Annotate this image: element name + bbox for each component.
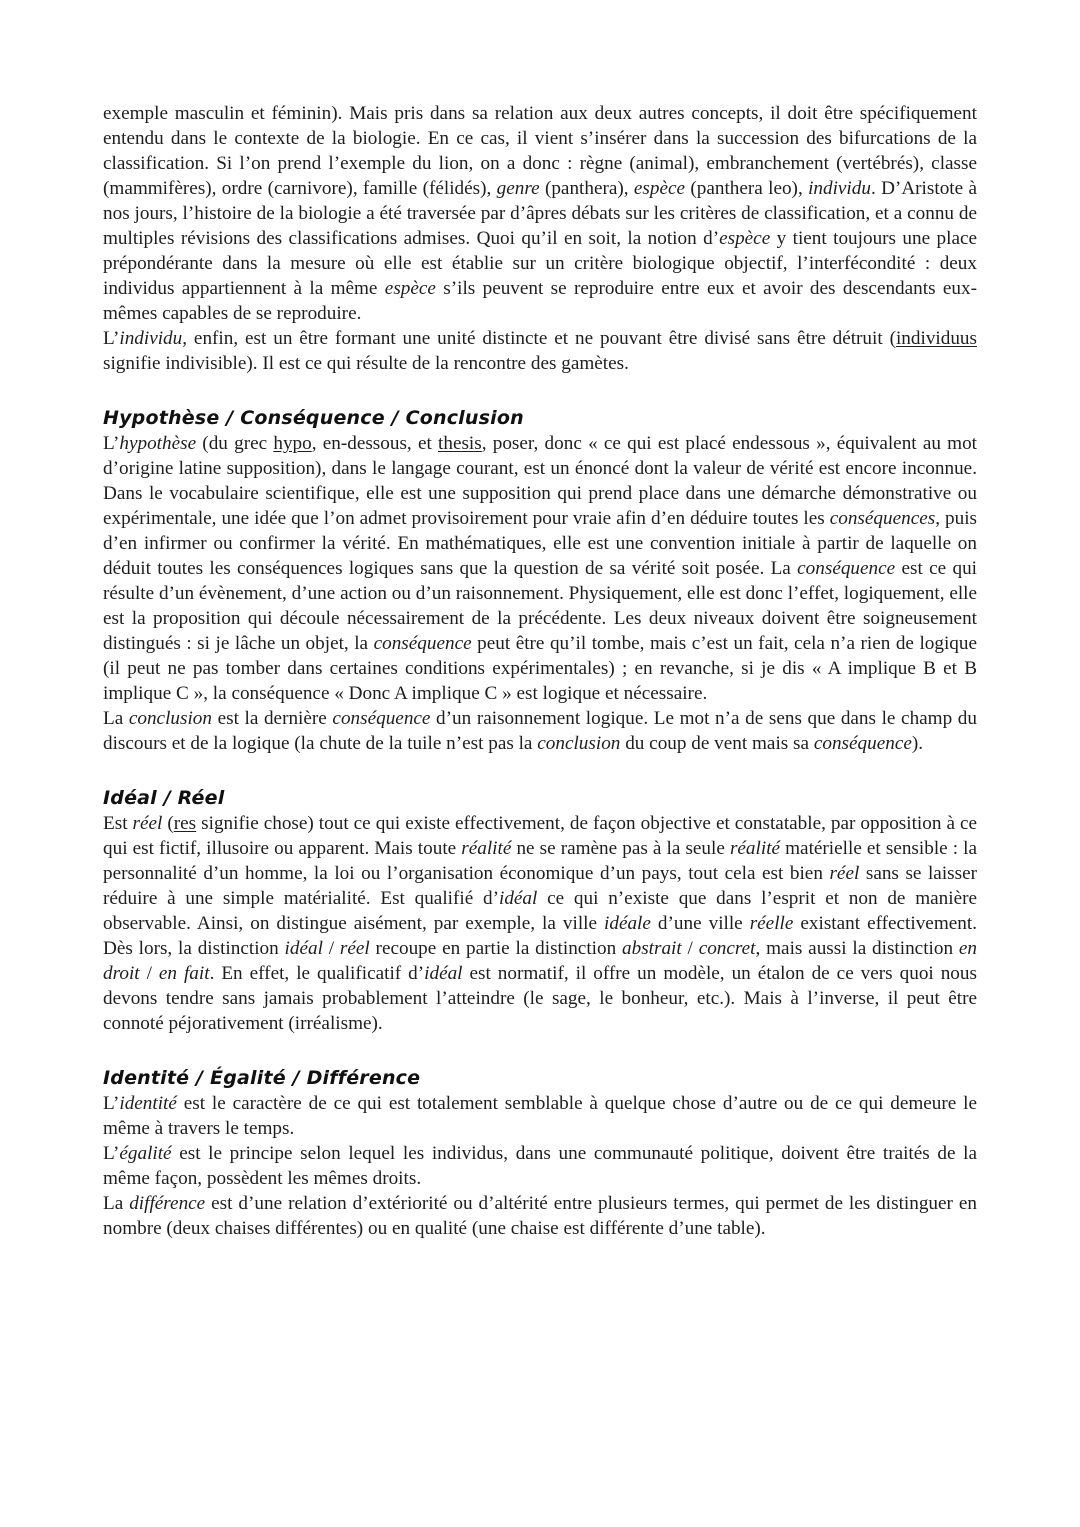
paragraph-egalite <box>103 1141 977 1191</box>
emphasis-term: conséquence <box>797 558 896 579</box>
section-title-hypothese: Hypothèse / Conséquence / Conclusion <box>103 407 524 429</box>
paragraph-hypothese-consequence <box>103 431 977 706</box>
text-run: est la dernière <box>211 708 333 729</box>
text-run: ). <box>911 733 924 754</box>
emphasis-term: espèce <box>384 278 436 299</box>
text-run: ( <box>162 813 174 834</box>
underlined-term: individuus <box>895 328 977 349</box>
paragraph-identite <box>103 1091 977 1141</box>
emphasis-term: conséquence <box>332 708 431 729</box>
text-run: matérielle et sensible : la personnalité d’un homme, la loi ou l’organisation économique d’un pays, tout cela est bien <box>103 838 978 884</box>
section-title-ideal-reel: Idéal / Réel <box>103 787 225 809</box>
emphasis-term: réelle <box>749 913 794 934</box>
emphasis-term: idéal <box>498 888 538 909</box>
text-run: signifie indivisible). Il est ce qui résulte de la rencontre des gamètes. <box>103 353 629 374</box>
text-run: est ce qui résulte d’un évènement, d’une action ou d’un raisonnement. Physiquement, elle est donc l’effet, logiquement, elle est la proposition qui découle nécessairement de la précédente. Les deux niveaux doivent être soigneusement distingués : si je lâche un objet, la <box>103 558 978 654</box>
emphasis-term: conclusion <box>128 708 212 729</box>
text-run: / <box>322 938 340 959</box>
text-run: / <box>139 963 159 984</box>
text-run: recoupe en partie la distinction <box>369 938 622 959</box>
text-run: existant effectivement. Dès lors, la distinction <box>103 913 977 959</box>
paragraph-difference <box>103 1191 977 1241</box>
text-run: exemple masculin et féminin). Mais pris dans sa relation aux deux autres concepts, il doit être spécifiquement entendu dans le contexte de la biologie. En ce cas, il vient s’insérer dans la succession des bifurcations de la classification. Si l’on prend l’exemple du lion, on a donc : règne (animal), embranchement (vertébrés), classe (mammifères), ordre (carnivore), famille (félidés), <box>103 103 977 199</box>
text-run: , en-dessous, et <box>311 433 439 454</box>
text-run: est le caractère de ce qui est totalement semblable à quelque chose d’autre ou de ce qui demeure le même à travers le temps. <box>103 1093 977 1139</box>
text-run: La <box>103 708 129 729</box>
text-run: . D’Aristote à nos jours, l’histoire de la biologie a été traversée par d’âpres débats sur les critères de classification, et a connu de multiples révisions des classifications admises. Quoi qu’il en soit, la notion d’ <box>103 178 977 249</box>
emphasis-term: en fait <box>158 963 210 984</box>
text-run: d’une ville <box>650 913 750 934</box>
text-run: peut être qu’il tombe, mais c’est un fait, cela n’a rien de logique (il peut ne pas tomber dans certaines conditions expérimentales) ; en revanche, si je dis « A implique B et B implique C », la conséquence « Donc A implique C » est logique et nécessaire. <box>103 633 977 704</box>
paragraph-ideal-reel <box>103 811 977 1036</box>
emphasis-term: réalité <box>461 838 512 859</box>
text-run: La <box>103 1193 130 1214</box>
section-title-identite: Identité / Égalité / Différence <box>103 1067 421 1089</box>
text-run: (panthera), <box>539 178 634 199</box>
text-run: ne se ramène pas à la seule <box>511 838 730 859</box>
text-run: , mais aussi la distinction <box>755 938 959 959</box>
underlined-term: thesis <box>438 433 482 454</box>
text-run: Est <box>103 813 133 834</box>
emphasis-term: abstrait <box>622 938 682 959</box>
text-run: signifie chose) tout ce qui existe effectivement, de façon objective et constatable, par opposition à ce qui est fictif, illusoire ou apparent. Mais toute <box>103 813 978 859</box>
text-run: d’un raisonnement logique. Le mot n’a de sens que dans le champ du discours et de la logique (la chute de la tuile n’est pas la <box>103 708 977 754</box>
emphasis-term: réel <box>339 938 370 959</box>
paragraph-conclusion <box>103 706 977 756</box>
emphasis-term: conséquence <box>373 633 472 654</box>
text-run: , puis d’en infirmer ou confirmer la vérité. En mathématiques, elle est une convention initiale à partir de laquelle on déduit toutes les conséquences logiques sans que la question de sa vérité soit posée. La <box>103 508 977 579</box>
emphasis-term: en droit <box>103 938 977 984</box>
emphasis-term: idéale <box>604 913 651 934</box>
text-run: / <box>681 938 699 959</box>
intro-paragraph-especes <box>103 101 977 326</box>
emphasis-term: idéal <box>284 938 323 959</box>
section-identite <box>103 1066 977 1241</box>
text-run: (panthera leo), <box>685 178 809 199</box>
text-run: , enfin, est un être formant une unité distincte et ne pouvant être divisé sans être détruit ( <box>182 328 896 349</box>
text-run: ce qui n’existe que dans l’esprit et non de manière observable. Ainsi, on distingue aisément, par exemple, la ville <box>103 888 978 934</box>
underlined-term: hypo <box>273 433 312 454</box>
emphasis-term: espèce <box>719 228 771 249</box>
text-run: , poser, donc « ce qui est placé endessous », équivalent au mot d’origine latine supposition), dans le langage courant, est un énoncé dont la valeur de vérité est encore inconnue. Dans le vocabulaire scientifique, elle est une supposition qui prend place dans une démarche démonstrative ou expérimentale, une idée que l’on admet provisoirement pour vraie afin d’en déduire toutes les <box>103 433 978 529</box>
text-run: L’ <box>103 328 120 349</box>
text-run: L’ <box>103 1093 120 1114</box>
text-run: (du grec <box>196 433 274 454</box>
emphasis-term: genre <box>496 178 540 199</box>
emphasis-term: conclusion <box>537 733 621 754</box>
section-ideal-reel <box>103 786 977 1036</box>
emphasis-term: individu <box>808 178 871 199</box>
emphasis-term: individu <box>119 328 183 349</box>
document-page <box>103 101 977 1241</box>
emphasis-term: réel <box>829 863 860 884</box>
underlined-term: res <box>173 813 197 834</box>
text-run: est normatif, il offre un modèle, un étalon de ce vers quoi nous devons tendre sans jamais probablement l’atteindre (le sage, le bonheur, etc.). Mais à l’inverse, il peut être connoté péjorativement (irréalisme). <box>103 963 977 1034</box>
emphasis-term: identité <box>119 1093 177 1114</box>
emphasis-term: égalité <box>119 1143 172 1164</box>
text-run: est le principe selon lequel les individus, dans une communauté politique, doivent être traités de la même façon, possèdent les mêmes droits. <box>103 1143 977 1189</box>
emphasis-term: espèce <box>633 178 686 199</box>
text-run: du coup de vent mais sa <box>620 733 814 754</box>
intro-paragraph-individu <box>103 326 977 376</box>
text-run: est d’une relation d’extériorité ou d’altérité entre plusieurs termes, qui permet de les distinguer en nombre (deux chaises différentes) ou en qualité (une chaise est différente d’une table). <box>103 1193 977 1239</box>
emphasis-term: idéal <box>424 963 463 984</box>
emphasis-term: réel <box>132 813 163 834</box>
emphasis-term: conséquences <box>829 508 936 529</box>
emphasis-term: concret <box>698 938 756 959</box>
emphasis-term: différence <box>129 1193 206 1214</box>
text-run: . En effet, le qualificatif d’ <box>209 963 425 984</box>
emphasis-term: réalité <box>729 838 781 859</box>
section-hypothese <box>103 406 977 756</box>
emphasis-term: conséquence <box>813 733 912 754</box>
text-run: L’ <box>103 1143 120 1164</box>
emphasis-term: hypothèse <box>119 433 197 454</box>
text-run: L’ <box>103 433 120 454</box>
text-run: sans se laisser réduire à une simple matérialité. Est qualifié d’ <box>103 863 977 909</box>
text-run: y tient toujours une place prépondérante dans la mesure où elle est établie sur un critère biologique objectif, l’interfécondité : deux individus appartiennent à la même <box>103 228 977 299</box>
text-run: s’ils peuvent se reproduire entre eux et avoir des descendants eux-mêmes capables de se reproduire. <box>103 278 977 324</box>
